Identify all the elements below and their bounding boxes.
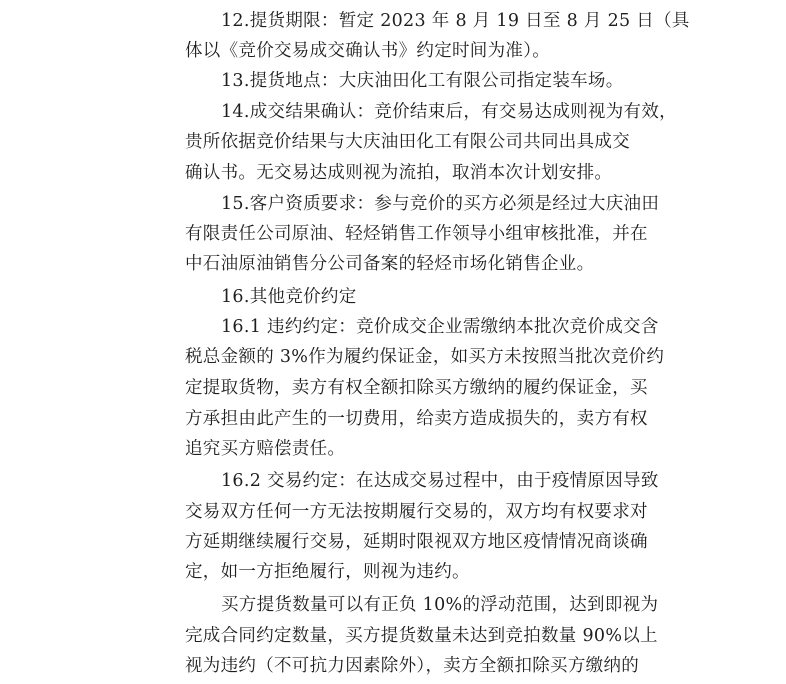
clause-16-2-line-4: 定，如一方拒绝履行，则视为违约。: [185, 562, 470, 582]
clause-16-1-line-3: 定提取货物，卖方有权全额扣除买方缴纳的履约保证金，买: [185, 378, 648, 398]
clause-16-1-line-4: 方承担由此产生的一切费用，给卖方造成损失的，卖方有权: [185, 409, 648, 429]
quantity-paragraph-line-1: 买方提货数量可以有正负 10%的浮动范围，达到即视为: [221, 595, 659, 615]
clause-15-line-2: 有限责任公司原油、轻烃销售工作领导小组审核批准，并在: [185, 224, 648, 244]
clause-16-2-line-3: 方延期继续履行交易，延期时限视双方地区疫情情况商谈确: [185, 532, 648, 552]
clause-14-line-3: 确认书。无交易达成则视为流拍，取消本次计划安排。: [185, 163, 613, 183]
clause-16-2-line-2: 交易双方任何一方无法按期履行交易的，双方均有权要求对: [185, 502, 648, 522]
clause-14-line-2: 贵所依据竞价结果与大庆油田化工有限公司共同出具成交: [185, 132, 630, 152]
clause-16-heading: 16.其他竞价约定: [221, 287, 357, 307]
clause-15-line-1: 15.客户资质要求：参与竞价的买方必须是经过大庆油田: [221, 194, 660, 214]
clause-15-line-3: 中石油原油销售分公司备案的轻烃市场化销售企业。: [185, 254, 595, 274]
clause-14-line-1: 14.成交结果确认：竞价结束后，有交易达成则视为有效，: [221, 102, 677, 122]
clause-16-1-line-5: 追究买方赔偿责任。: [185, 439, 346, 459]
clause-12-line-1: 12.提货期限：暂定 2023 年 8 月 19 日至 8 月 25 日（具: [221, 11, 690, 31]
clause-13-line-1: 13.提货地点：大庆油田化工有限公司指定装车场。: [221, 71, 624, 91]
clause-16-1-line-1: 16.1 违约约定：竞价成交企业需缴纳本批次竞价成交含: [221, 317, 659, 337]
quantity-paragraph-line-2: 完成合同约定数量，买方提货数量未达到竞拍数量 90%以上: [185, 626, 658, 646]
clause-16-2-line-1: 16.2 交易约定：在达成交易过程中，由于疫情原因导致: [221, 471, 659, 491]
quantity-paragraph-line-3: 视为违约（不可抗力因素除外），卖方全额扣除买方缴纳的: [185, 656, 640, 676]
clause-16-1-line-2: 税总金额的 3%作为履约保证金，如买方未按照当批次竞价约: [185, 347, 665, 367]
clause-12-line-2: 体以《竞价交易成交确认书》约定时间为准）。: [185, 41, 551, 61]
